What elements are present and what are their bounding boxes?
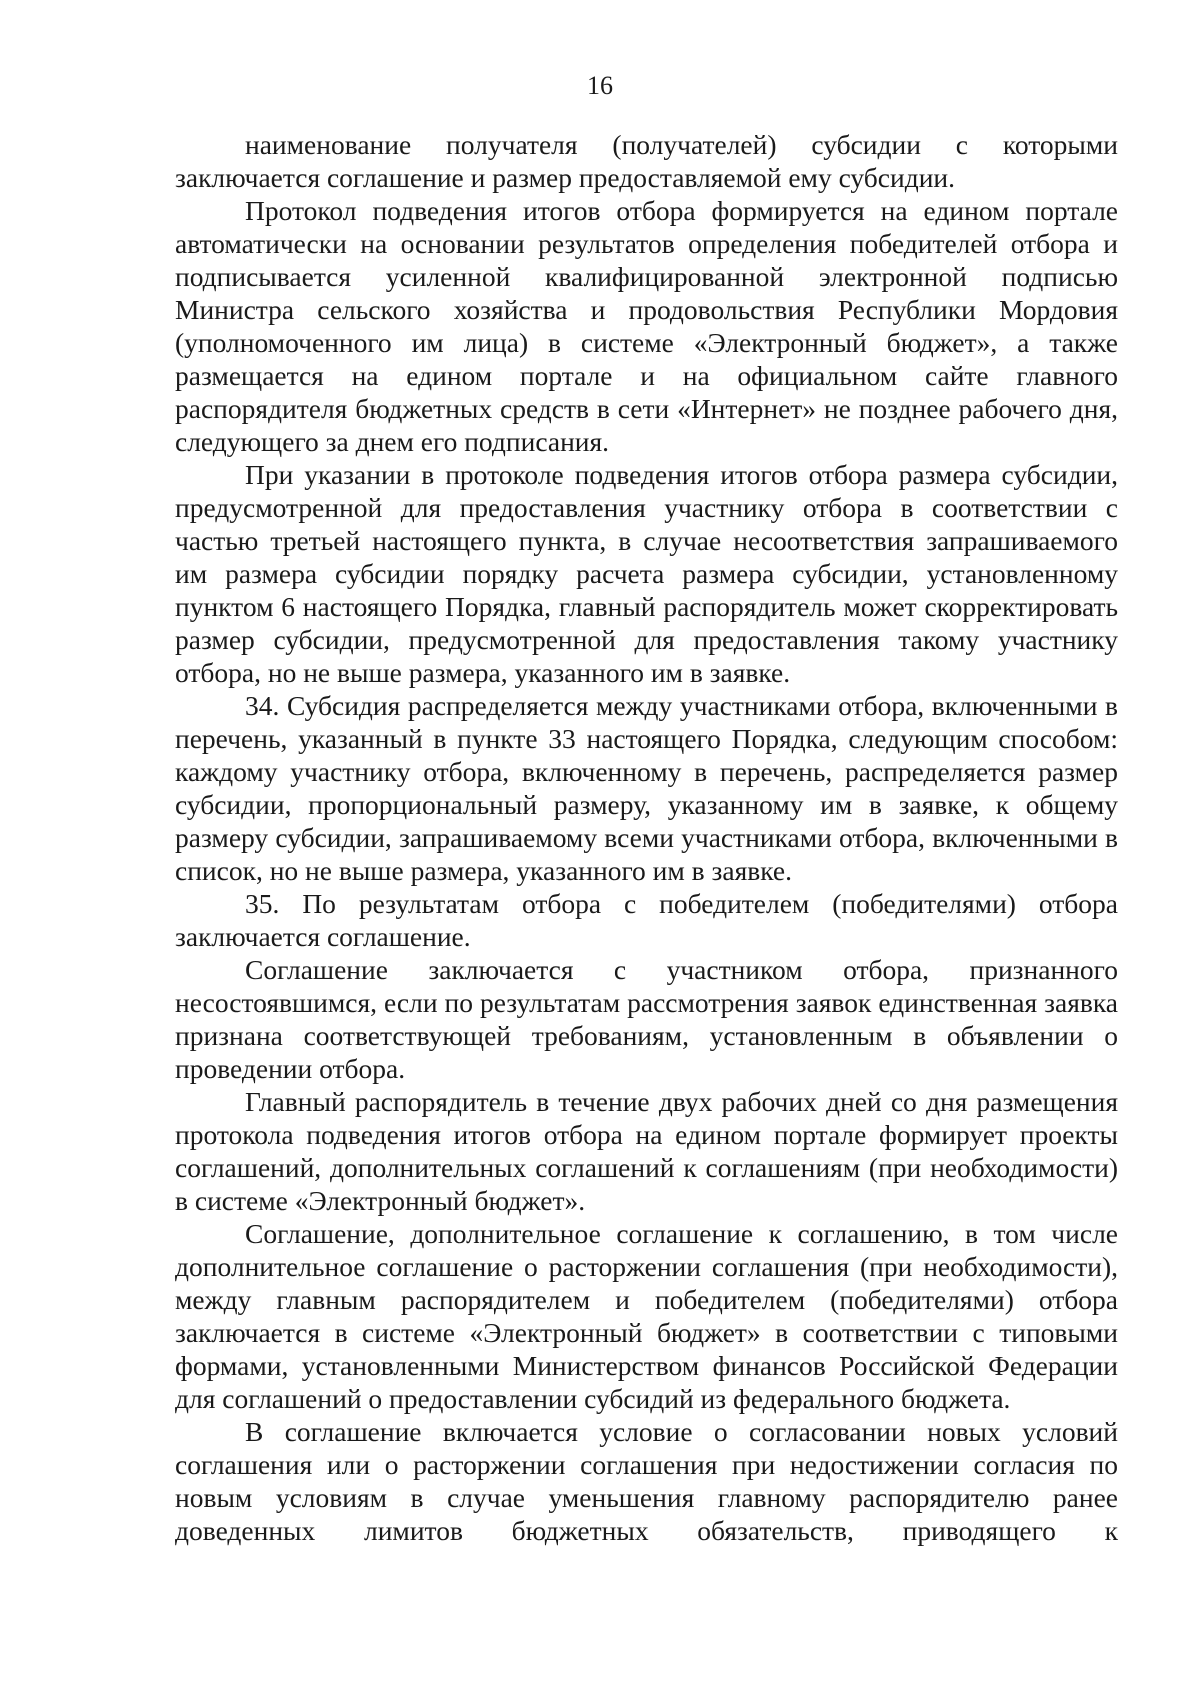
page-number: 16 [587,71,613,100]
paragraph-draft-agreements: Главный распорядитель в течение двух рабочих дней со дня размещения протокола подведения итогов отбора на едином портале формирует проекты соглашений, дополнительных соглашений к соглашениям (при необходимости) в системе «Электронный бюджет». [175,1086,1118,1216]
paragraph-selection-protocol: Протокол подведения итогов отбора формируется на едином портале автоматически на основании результатов определения победителей отбора и подписывается усиленной квалифицированной электронной подписью Министра сельского хозяйства и продовольствия Республики Мордовия (уполномоченного им лица) в системе «Электронный бюджет», а также размещается на едином портале и на официальном сайте главного распорядителя бюджетных средств в сети «Интернет» не позднее рабочего дня, следующего за днем его подписания. [175,195,1118,457]
paragraph-agreement-forms: Соглашение, дополнительное соглашение к соглашению, в том числе дополнительное соглашение о расторжении соглашения (при необходимости), между главным распорядителем и победителем (победителями) отбора заключается в системе «Электронный бюджет» в соответствии с типовыми формами, установленными Министерством финансов Российской Федерации для соглашений о предоставлении субсидий из федерального бюджета. [175,1218,1118,1414]
paragraph-new-conditions: В соглашение включается условие о согласовании новых условий соглашения или о расторжении соглашения при недостижении согласия по новым условиям в случае уменьшения главному распорядителю ранее доведенных лимитов бюджетных обязательств, приводящего к [175,1416,1118,1546]
paragraph-item-35: 35. По результатам отбора с победителем (победителями) отбора заключается соглашение. [175,888,1118,952]
paragraph-item-34: 34. Субсидия распределяется между участниками отбора, включенными в перечень, указанный в пункте 33 настоящего Порядка, следующим способом: каждому участнику отбора, включенному в перечень, распределяется размер субсидии, пропорциональный размеру, указанному им в заявке, к общему размеру субсидии, запрашиваемому всеми участниками отбора, включенными в список, но не выше размера, указанного им в заявке. [175,690,1118,886]
paragraph-subsidy-correction: При указании в протоколе подведения итогов отбора размера субсидии, предусмотренной для предоставления участнику отбора в соответствии с частью третьей настоящего пункта, в случае несоответствия запрашиваемого им размера субсидии порядку расчета размера субсидии, установленному пунктом 6 настоящего Порядка, главный распорядитель может скорректировать размер субсидии, предусмотренной для предоставления такому участнику отбора, но не выше размера, указанного им в заявке. [175,459,1118,688]
paragraph-single-participant: Соглашение заключается с участником отбора, признанного несостоявшимся, если по результатам рассмотрения заявок единственная заявка признана соответствующей требованиям, установленным в объявлении о проведении отбора. [175,954,1118,1084]
document-body [175,128,1118,1547]
paragraph-recipient-info: наименование получателя (получателей) субсидии с которыми заключается соглашение и размер предоставляемой ему субсидии. [175,129,1118,193]
